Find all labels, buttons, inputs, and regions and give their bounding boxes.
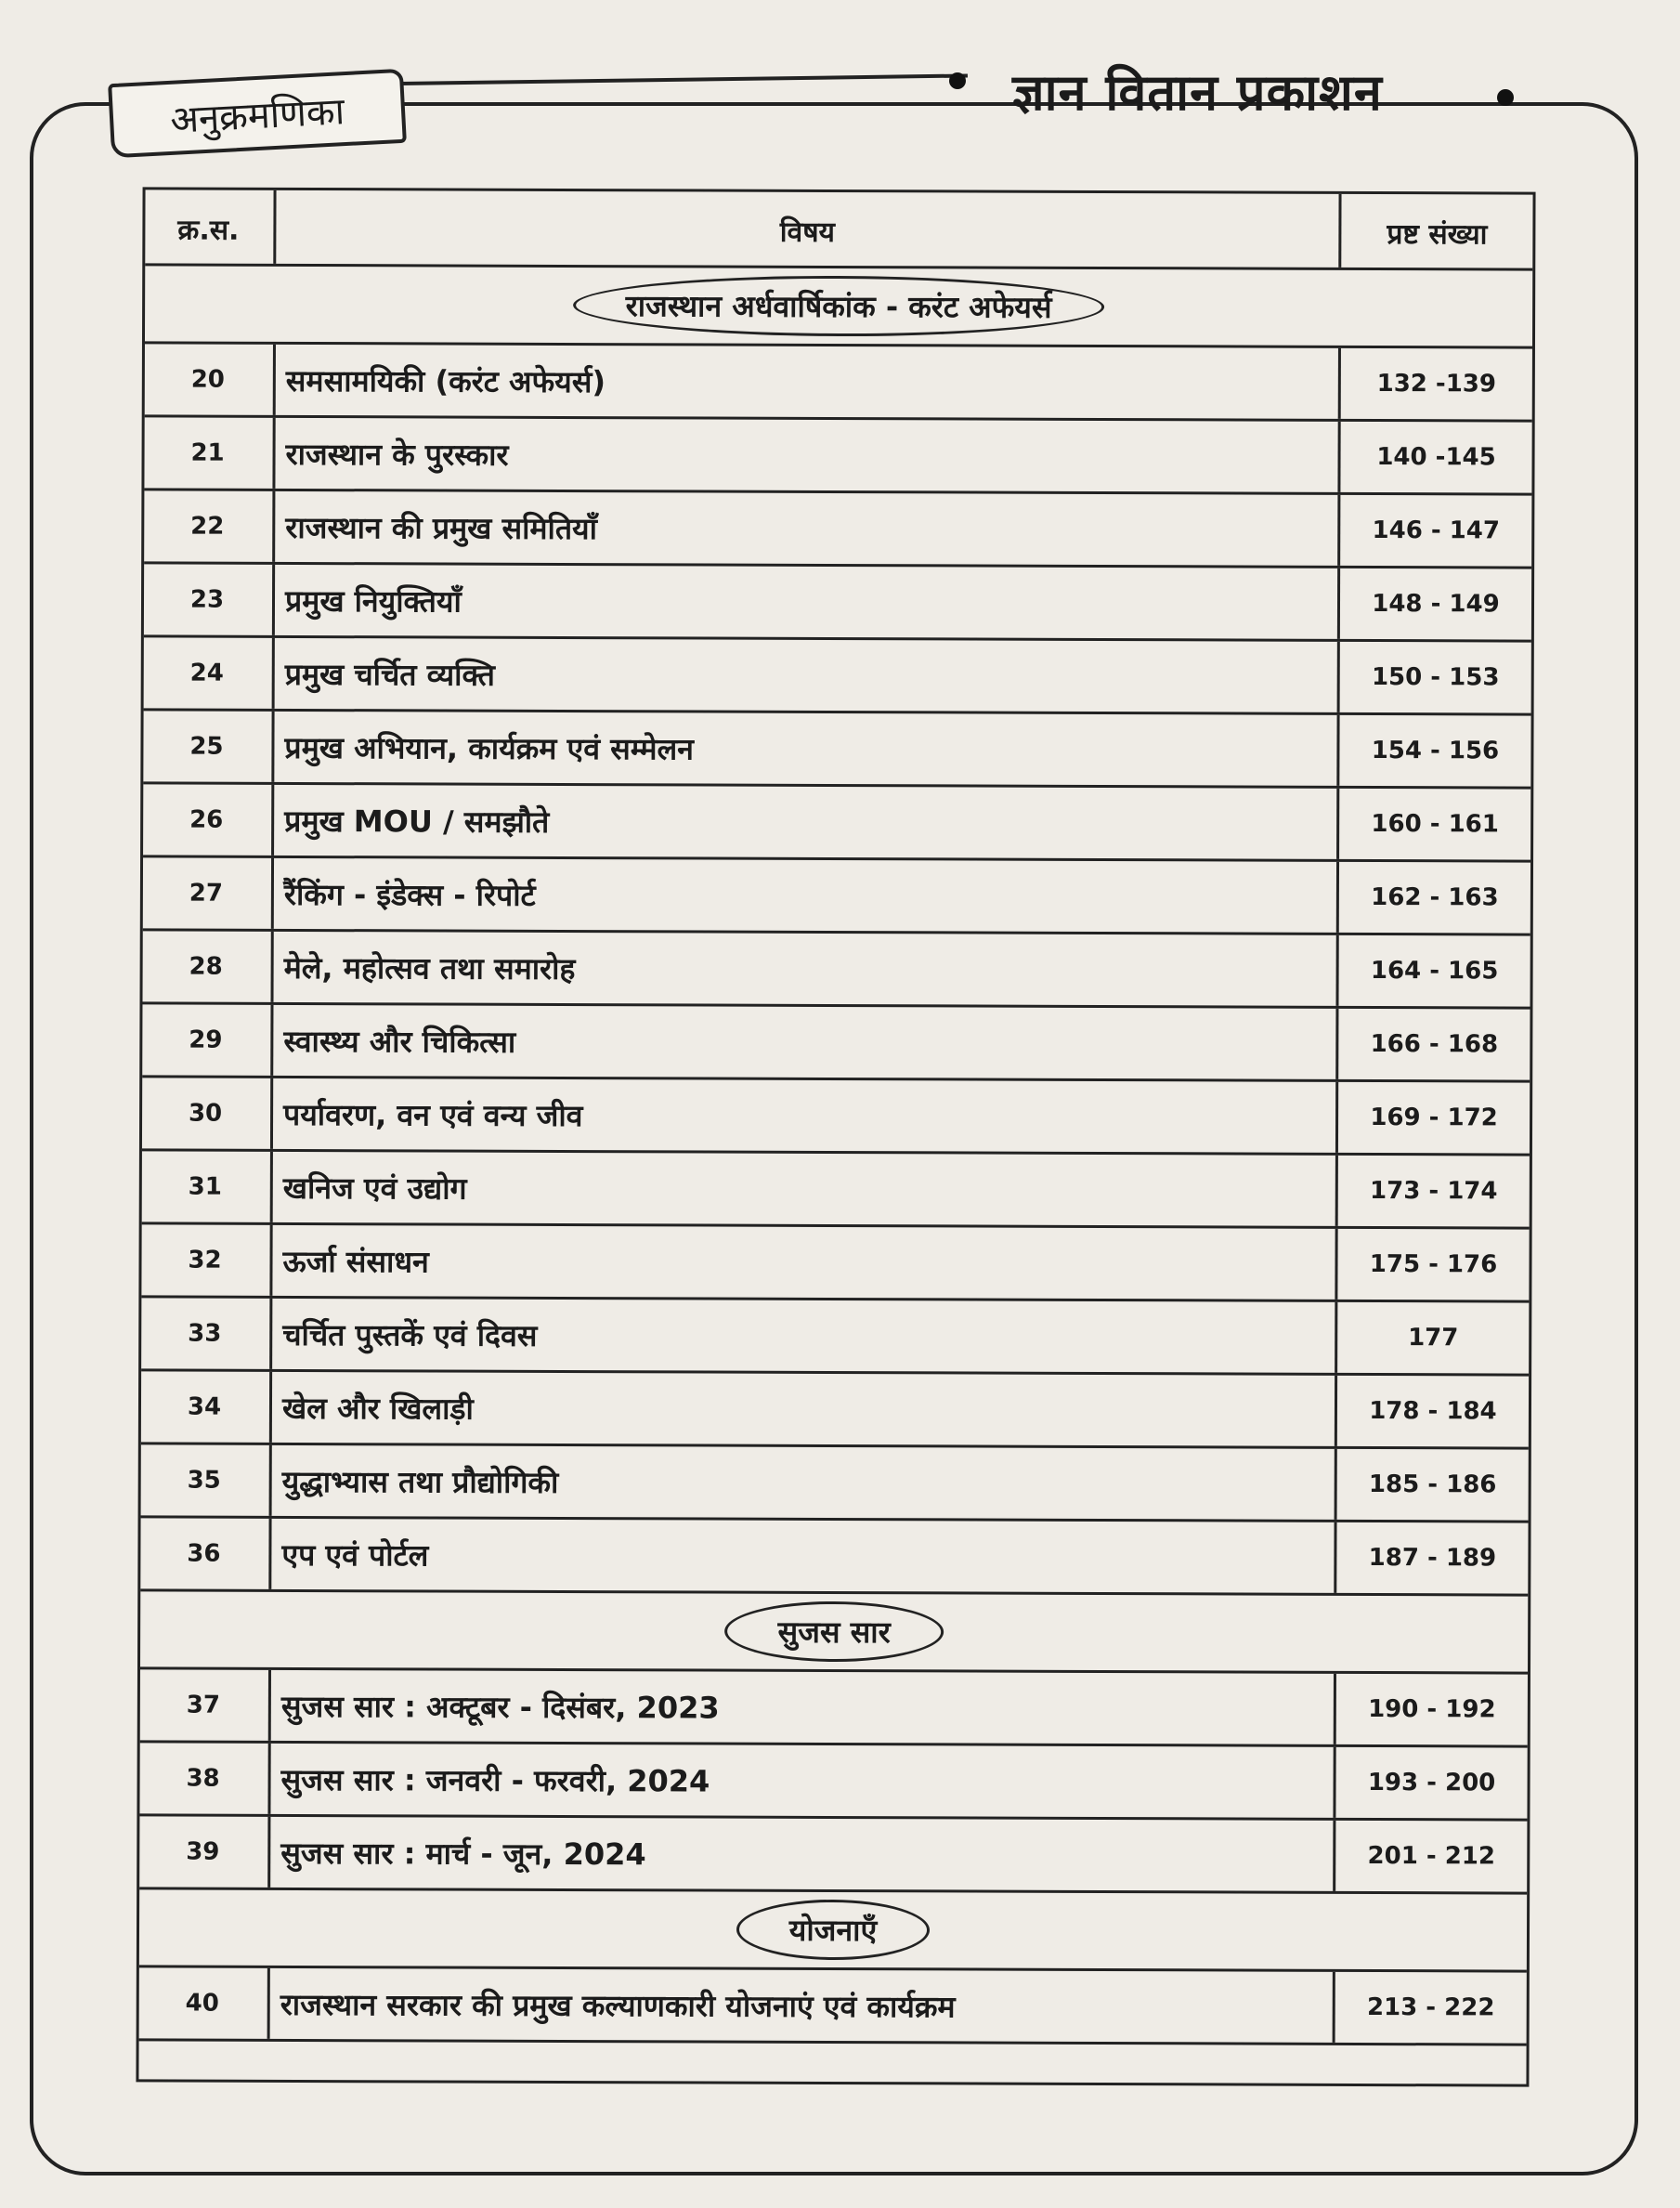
row-pages: 169 - 172 — [1370, 1104, 1498, 1132]
header-rule — [399, 73, 968, 85]
header-subject: विषय — [779, 216, 836, 249]
table-row — [144, 637, 1531, 715]
row-serial: 35 — [187, 1466, 221, 1495]
table-row — [144, 564, 1531, 642]
row-serial: 25 — [189, 732, 224, 761]
row-serial: 31 — [188, 1172, 222, 1201]
table-row — [143, 857, 1530, 935]
row-subject: समसामयिकी (करंट अफेयर्स) — [285, 362, 606, 399]
column-divider — [271, 858, 274, 929]
column-divider — [269, 1299, 272, 1369]
column-divider — [273, 345, 276, 415]
row-pages: 185 - 186 — [1368, 1470, 1497, 1499]
header-serial: क्र.स. — [177, 214, 240, 247]
row-pages: 154 - 156 — [1371, 737, 1500, 765]
table-row — [141, 1444, 1529, 1522]
row-pages: 146 - 147 — [1372, 516, 1501, 545]
row-serial: 28 — [189, 952, 223, 981]
row-subject: प्रमुख चर्चित व्यक्ति — [284, 656, 495, 693]
table-row — [143, 711, 1530, 789]
row-subject: मेले, महोत्सव तथा समारोह — [283, 949, 576, 986]
column-divider — [272, 491, 275, 562]
row-pages: 177 — [1408, 1324, 1459, 1352]
row-subject: राजस्थान सरकार की प्रमुख कल्याणकारी योजनाएं एवं कार्यक्रम — [280, 1986, 956, 2024]
row-pages: 175 - 176 — [1369, 1250, 1498, 1279]
row-pages: 190 - 192 — [1368, 1695, 1496, 1724]
column-divider — [270, 1005, 273, 1076]
row-pages: 140 -145 — [1376, 443, 1496, 472]
row-pages: 162 - 163 — [1371, 883, 1499, 912]
table-row — [139, 1816, 1527, 1894]
row-serial: 24 — [189, 659, 224, 687]
row-subject: सुजस सार : जनवरी - फरवरी, 2024 — [280, 1761, 710, 1799]
column-divider — [272, 565, 275, 635]
column-divider — [272, 418, 275, 489]
row-serial: 33 — [188, 1319, 222, 1348]
row-pages: 178 - 184 — [1369, 1397, 1497, 1426]
column-divider — [270, 1078, 273, 1149]
table-row — [141, 1298, 1529, 1376]
row-subject: खनिज एवं उद्योग — [282, 1169, 467, 1207]
row-pages: 148 - 149 — [1372, 590, 1500, 619]
bullet-dot — [949, 72, 966, 89]
index-tag-label: अनुक्रमणिका — [169, 89, 346, 142]
table-row — [142, 931, 1530, 1009]
row-pages: 193 - 200 — [1367, 1769, 1496, 1797]
row-serial: 32 — [188, 1246, 222, 1274]
table-row — [139, 1967, 1527, 2045]
section-heading-row — [139, 1889, 1527, 1972]
table-row — [143, 784, 1530, 862]
section-title: राजस्थान अर्धवार्षिकांक - करंट अफेयर्स — [573, 275, 1105, 337]
row-pages: 173 - 174 — [1370, 1177, 1498, 1206]
section-title: योजनाएँ — [736, 1900, 931, 1961]
table-row — [142, 1004, 1530, 1082]
section-heading-row — [140, 1591, 1528, 1674]
column-divider — [268, 1519, 271, 1589]
table-row — [141, 1224, 1529, 1302]
column-divider — [267, 1817, 270, 1888]
row-serial: 27 — [189, 879, 224, 908]
row-serial: 21 — [190, 438, 225, 467]
row-subject: पर्यावरण, वन एवं वन्य जीव — [283, 1096, 583, 1133]
row-subject: स्वास्थ्य और चिकित्सा — [283, 1023, 516, 1060]
row-pages: 150 - 153 — [1371, 663, 1500, 692]
row-subject: सुजस सार : मार्च - जून, 2024 — [280, 1835, 646, 1872]
row-serial: 38 — [186, 1764, 220, 1793]
row-subject: प्रमुख अभियान, कार्यक्रम एवं सम्मेलन — [284, 729, 695, 766]
table-row — [142, 1078, 1530, 1156]
row-pages: 187 - 189 — [1368, 1544, 1497, 1573]
table-row — [140, 1669, 1528, 1747]
index-tag — [108, 69, 407, 159]
table-row — [141, 1371, 1529, 1449]
column-divider — [269, 1445, 272, 1516]
column-divider — [269, 1372, 272, 1443]
column-divider — [271, 932, 274, 1002]
column-divider — [268, 1670, 271, 1741]
row-pages: 132 -139 — [1376, 370, 1497, 398]
row-pages: 213 - 222 — [1366, 1993, 1495, 2022]
row-serial: 36 — [187, 1539, 221, 1568]
row-serial: 40 — [185, 1989, 219, 2018]
row-subject: सुजस सार : अक्टूबर - दिसंबर, 2023 — [280, 1688, 720, 1726]
row-subject: राजस्थान की प्रमुख समितियाँ — [285, 509, 598, 546]
column-divider — [269, 1225, 272, 1296]
row-pages: 164 - 165 — [1370, 957, 1499, 986]
row-subject: चर्चित पुस्तकें एवं दिवस — [282, 1316, 538, 1353]
column-divider — [267, 1968, 270, 2039]
row-serial: 26 — [189, 805, 224, 834]
section-heading-row — [145, 266, 1532, 348]
row-subject: खेल और खिलाड़ी — [281, 1390, 474, 1427]
row-serial: 23 — [189, 585, 225, 614]
row-serial: 37 — [186, 1691, 221, 1719]
row-subject: राजस्थान के पुरस्कार — [285, 436, 509, 473]
row-subject: एप एवं पोर्टल — [281, 1536, 429, 1573]
column-divider — [271, 712, 274, 782]
row-subject: युद्धाभ्यास तथा प्रौद्योगिकी — [281, 1463, 559, 1500]
bullet-dot — [1497, 89, 1514, 106]
table-row — [142, 1151, 1530, 1229]
row-subject: ऊर्जा संसाधन — [282, 1243, 429, 1279]
table-row — [144, 490, 1531, 568]
table-row — [144, 417, 1531, 495]
row-pages: 201 - 212 — [1367, 1842, 1496, 1871]
section-title: सुजस सार — [724, 1601, 943, 1663]
row-subject: प्रमुख नियुक्तियाँ — [284, 582, 462, 620]
toc-table — [136, 187, 1535, 2086]
row-serial: 34 — [187, 1392, 222, 1421]
row-serial: 39 — [186, 1837, 220, 1866]
row-subject: रैंकिंग - इंडेक्स - रिपोर्ट — [283, 876, 536, 913]
row-subject: प्रमुख MOU / समझौते — [284, 803, 550, 840]
row-pages: 160 - 161 — [1371, 810, 1499, 839]
column-divider — [271, 785, 274, 856]
row-serial: 30 — [188, 1099, 223, 1128]
column-divider — [270, 1152, 273, 1222]
row-pages: 166 - 168 — [1370, 1030, 1499, 1059]
row-serial: 22 — [190, 512, 225, 541]
table-header — [145, 189, 1532, 270]
row-serial: 20 — [190, 365, 225, 394]
publisher-name: ज्ञान वितान प्रकाशन — [1012, 63, 1383, 122]
table-row — [139, 1743, 1527, 1821]
column-divider — [267, 1744, 270, 1814]
column-divider — [272, 638, 275, 709]
table-row — [140, 1518, 1528, 1596]
table-row — [145, 344, 1532, 422]
header-pages: प्रष्ट संख्या — [1387, 217, 1488, 251]
row-serial: 29 — [189, 1026, 223, 1054]
